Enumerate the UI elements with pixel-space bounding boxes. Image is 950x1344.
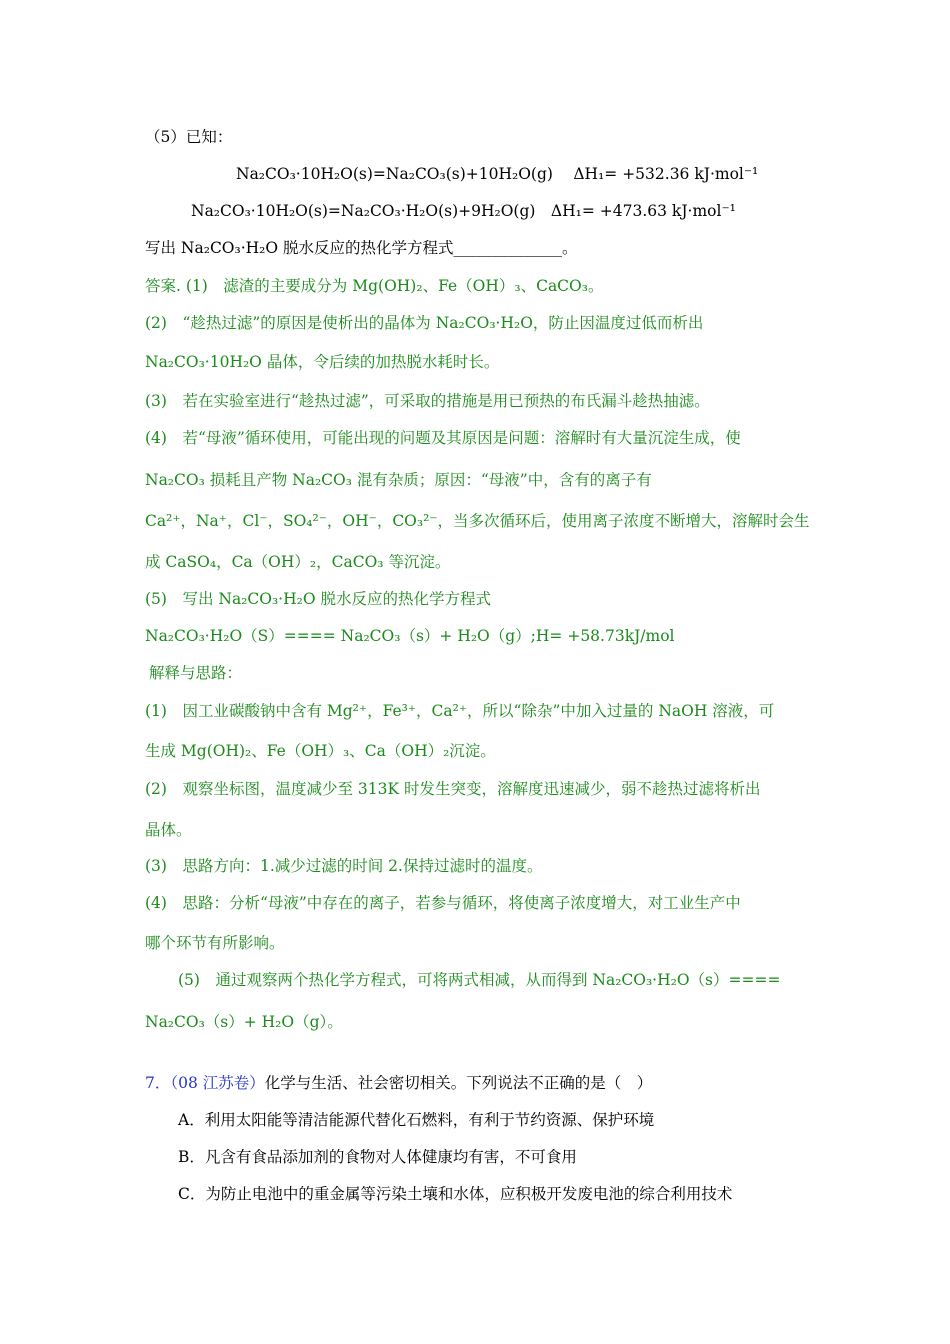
q6-prompt: 写出 Na₂CO₃·H₂O 脱水反应的热化学方程式______________。 bbox=[145, 239, 578, 257]
answer-1: 答案. (1) 滤渣的主要成分为 Mg(OH)₂、Fe（OH）₃、CaCO₃。 bbox=[145, 277, 604, 295]
explanation-heading: 解释与思路： bbox=[149, 664, 243, 682]
explanation-2-line-2: 晶体。 bbox=[145, 821, 192, 839]
question-7-number: 7． bbox=[145, 1074, 171, 1092]
q6-part5-label: （5）已知： bbox=[145, 128, 233, 146]
question-7-stem bbox=[145, 1073, 652, 1093]
equation-2: Na₂CO₃·10H₂O(s)=Na₂CO₃·H₂O(s)+9H₂O(g) ΔH₁= +473.63 kJ·mol⁻¹ bbox=[191, 202, 736, 220]
answer-4-line-1: (4) 若“母液”循环使用，可能出现的问题及其原因是问题：溶解时有大量沉淀生成，使 bbox=[145, 429, 741, 447]
explanation-2-line-1: (2) 观察坐标图，温度减少至 313K 时发生突变，溶解度迅速减少，弱不趁热过滤将析出 bbox=[145, 780, 761, 798]
explanation-1-line-1: (1) 因工业碳酸钠中含有 Mg²⁺，Fe³⁺，Ca²⁺，所以“除杂”中加入过量的 NaOH 溶液，可 bbox=[145, 702, 775, 720]
explanation-1-line-2: 生成 Mg(OH)₂、Fe（OH）₃、Ca（OH）₂沉淀。 bbox=[145, 742, 496, 760]
explanation-5-line-2: Na₂CO₃（s）+ H₂O（g）。 bbox=[145, 1013, 343, 1031]
answer-4-line-4: 成 CaSO₄，Ca（OH）₂，CaCO₃ 等沉淀。 bbox=[145, 553, 451, 571]
explanation-4-line-1: (4) 思路：分析“母液”中存在的离子，若参与循环，将使离子浓度增大，对工业生产中 bbox=[145, 894, 741, 912]
option-b: B．凡含有食品添加剂的食物对人体健康均有害，不可食用 bbox=[178, 1148, 577, 1166]
answer-5-line-1: (5) 写出 Na₂CO₃·H₂O 脱水反应的热化学方程式 bbox=[145, 590, 491, 608]
explanation-5-line-1: (5) 通过观察两个热化学方程式，可将两式相减，从而得到 Na₂CO₃·H₂O（s）==== bbox=[178, 971, 781, 989]
option-c: C．为防止电池中的重金属等污染土壤和水体，应积极开发废电池的综合利用技术 bbox=[178, 1185, 733, 1203]
option-a: A．利用太阳能等清洁能源代替化石燃料，有利于节约资源、保护环境 bbox=[178, 1111, 655, 1129]
explanation-3: (3) 思路方向：1.减少过滤的时间 2.保持过滤时的温度。 bbox=[145, 857, 543, 875]
answer-2-line-2: Na₂CO₃·10H₂O 晶体，令后续的加热脱水耗时长。 bbox=[145, 353, 500, 371]
answer-3: (3) 若在实验室进行“趁热过滤”，可采取的措施是用已预热的布氏漏斗趁热抽滤。 bbox=[145, 392, 710, 410]
question-7-source: （08 江苏卷） bbox=[170, 1074, 265, 1092]
answer-4-line-2: Na₂CO₃ 损耗且产物 Na₂CO₃ 混有杂质；原因：“母液”中，含有的离子有 bbox=[145, 471, 652, 489]
question-7-text: 化学与生活、社会密切相关。下列说法不正确的是（ ） bbox=[264, 1074, 653, 1092]
answer-5-equation: Na₂CO₃·H₂O（S）==== Na₂CO₃（s）+ H₂O（g）;H= +58.73kJ/mol bbox=[145, 627, 675, 645]
answer-4-line-3: Ca²⁺，Na⁺，Cl⁻，SO₄²⁻，OH⁻，CO₃²⁻，当多次循环后，使用离子浓度不断增大，溶解时会生 bbox=[145, 512, 810, 530]
answer-2-line-1: (2) “趁热过滤”的原因是使析出的晶体为 Na₂CO₃·H₂O，防止因温度过低而析出 bbox=[145, 314, 704, 332]
explanation-4-line-2: 哪个环节有所影响。 bbox=[145, 934, 285, 952]
equation-1: Na₂CO₃·10H₂O(s)=Na₂CO₃(s)+10H₂O(g) ΔH₁= +532.36 kJ·mol⁻¹ bbox=[236, 165, 759, 183]
